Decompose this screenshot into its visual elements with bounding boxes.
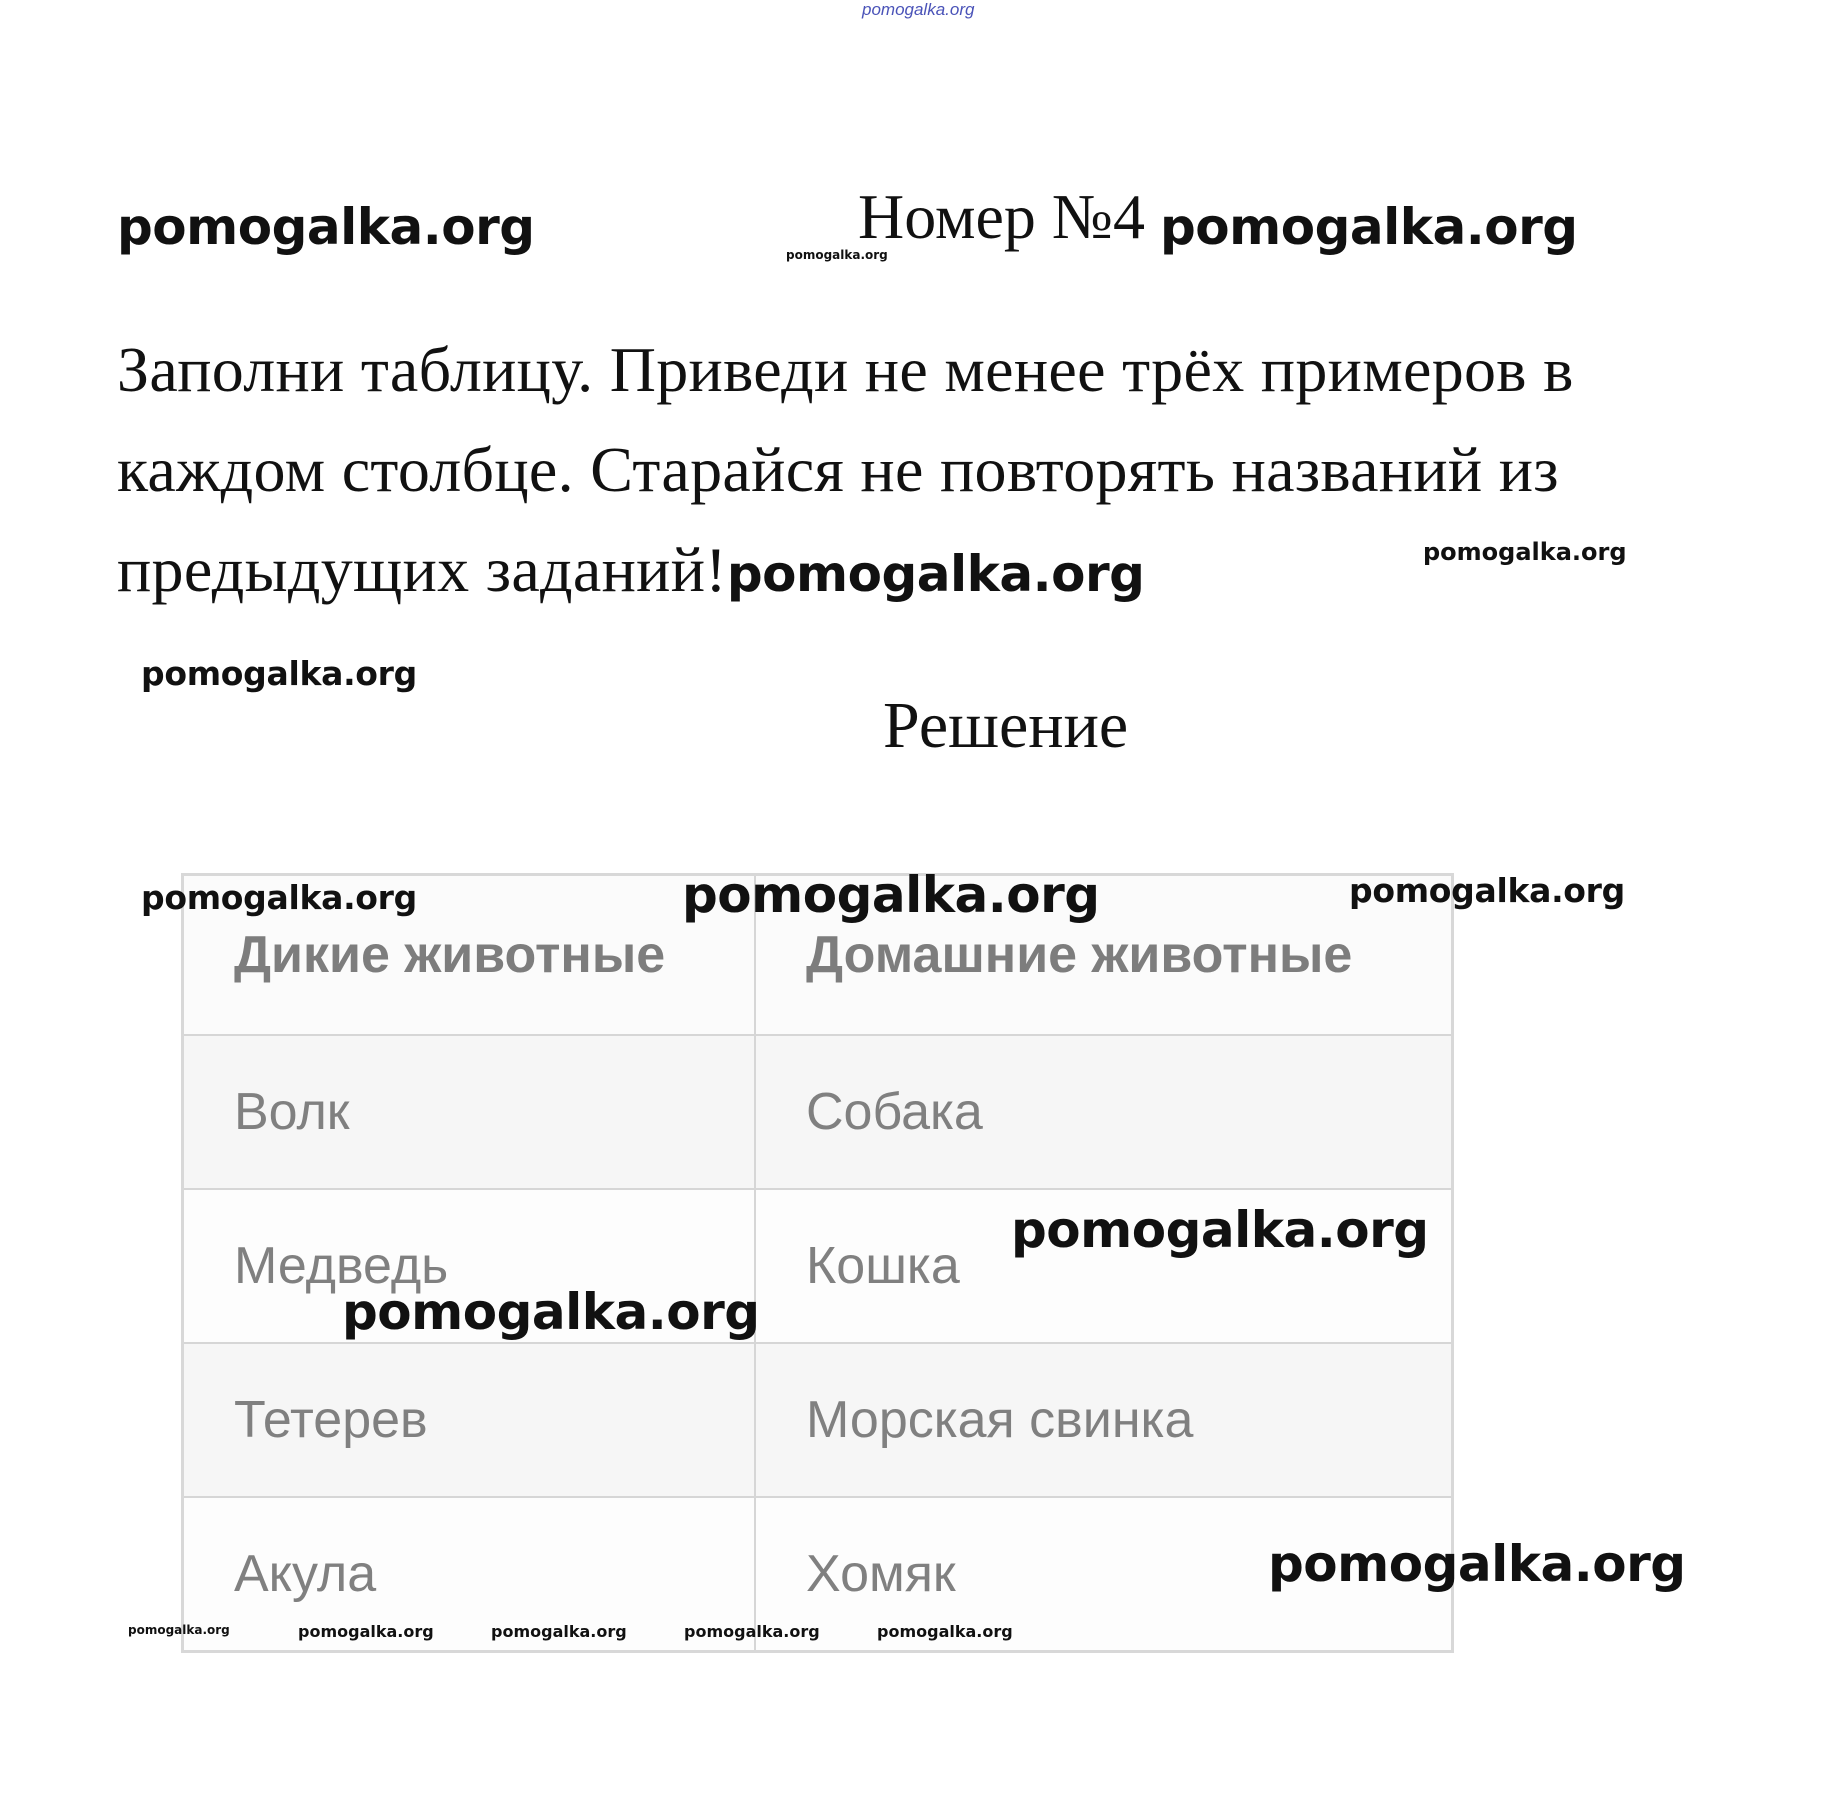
task-inline-watermark: pomogalka.org [726,545,1145,603]
wild-animal-cell: Тетерев [183,1343,756,1497]
table-watermark-top-right: pomogalka.org [1349,871,1625,910]
page-title: Номер №4 [858,181,1145,252]
header-wild-animals: Дикие животные [183,875,756,1036]
task-line-3-text: предыдущих заданий! [117,534,727,605]
top-watermark: pomogalka.org [862,0,975,19]
table-watermark-top-center: pomogalka.org [682,866,1100,924]
header-domestic-animals: Домашние животные [755,875,1453,1036]
task-line-1: Заполни таблицу. Приведи не менее трёх примеров в [117,334,1574,405]
domestic-animal-cell: Кошка [755,1189,1453,1343]
wild-animal-cell: Медведь [183,1189,756,1343]
bottom-watermark-4: pomogalka.org [684,1622,820,1641]
task-line-2: каждом столбце. Старайся не повторять названий из [117,434,1559,505]
table-row [183,1343,1453,1497]
bottom-watermark-3: pomogalka.org [491,1622,627,1641]
table-watermark-top-left: pomogalka.org [141,878,417,917]
title-right-watermark: pomogalka.org [1160,198,1578,256]
domestic-animal-cell: Собака [755,1035,1453,1189]
domestic-animal-cell: Хомяк [755,1497,1453,1652]
domestic-animal-cell: Морская свинка [755,1343,1453,1497]
task-text [117,320,1757,624]
solution-left-watermark: pomogalka.org [141,654,417,693]
animals-table [181,873,1454,1653]
table-row [183,1035,1453,1189]
task-line-3 [117,520,1757,624]
task-side-watermark: pomogalka.org [1423,538,1627,566]
bottom-watermark-2: pomogalka.org [298,1622,434,1641]
title-small-watermark: pomogalka.org [786,248,888,262]
solution-heading: Решение [883,689,1129,762]
wild-animal-cell: Волк [183,1035,756,1189]
table-watermark-row2-right: pomogalka.org [1011,1201,1429,1259]
title-left-watermark: pomogalka.org [117,198,535,256]
bottom-watermark-1: pomogalka.org [128,1623,230,1637]
table-watermark-row4-right: pomogalka.org [1268,1535,1686,1593]
wild-animal-cell: Акула [183,1497,756,1652]
bottom-watermark-5: pomogalka.org [877,1622,1013,1641]
table-watermark-row2-left: pomogalka.org [342,1283,760,1341]
